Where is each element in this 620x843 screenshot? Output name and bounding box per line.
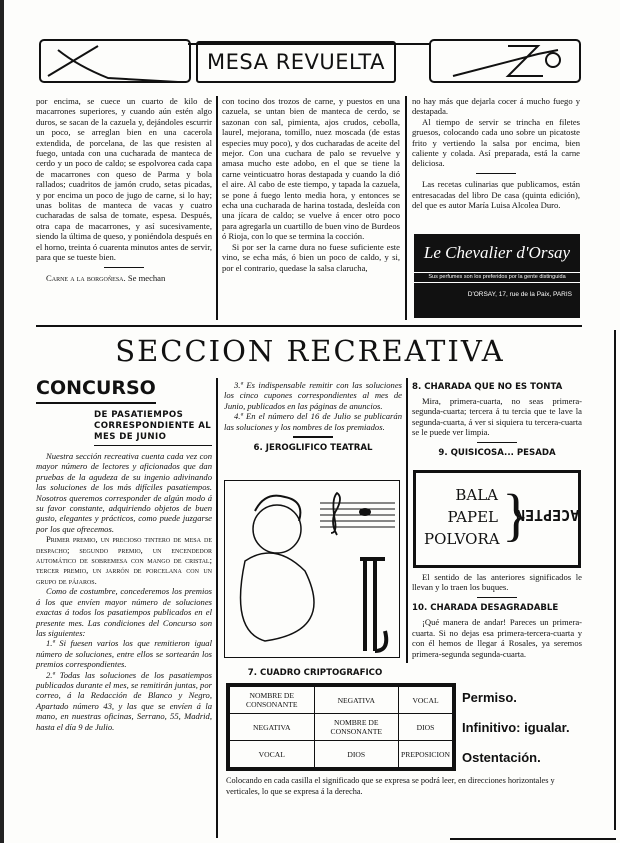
concurso-title: CONCURSO	[36, 376, 156, 404]
concurso-column	[36, 408, 212, 732]
word: BALA	[455, 486, 498, 504]
recipe-heading	[36, 273, 212, 283]
perfume-advertisement	[414, 234, 580, 318]
rotated-word: ACEPTEN	[516, 506, 580, 524]
recipe-column-1	[36, 96, 212, 283]
ad-tagline: Sus perfumes son los preferidos por la gente distinguida	[414, 272, 580, 283]
header-title: MESA REVUELTA	[196, 41, 396, 83]
puzzle-9-text: El sentido de las anteriores significados le llevan y lo traen los buques.	[412, 572, 582, 593]
ad-address: D'ORSAY, 17, rue de la Paix, PARIS	[467, 291, 572, 298]
recipe-paragraph: con tocino dos trozos de carne, y puestos en una cazuela, se untan bien de manteca de cerdo, se sazonan con sal, pimienta, ajos crudos, cebolla, laurel, mejorana, tomillo, nuez moscada (de estas especies muy poco), y dos cucharadas de aceite del mejor. Con una cuchara de palo se revuelve y amasa mucho este adobo, en el que se tiene la carne veinticuatro horas destapada y cuando la dió el aire. Al cabo de este tiempo, y tapada la cazuela, se pone á fuego lento media hora, y entonces se echa una cucharada de harina tostada, desleída con una jícara de caldo; se vuelve á encer otro poco para agregarla un cuartillo de buen vino de Burdeos ó Rioja, con lo que se termina la cocción.	[222, 96, 401, 242]
word: PAPEL	[447, 508, 498, 526]
hieroglyph-illustration	[224, 480, 400, 658]
recipe-paragraph: no hay más que dejarla cocer á mucho fuego y destapada.	[412, 96, 580, 117]
grid-row	[228, 714, 454, 741]
scan-edge	[0, 0, 4, 843]
grid-cell: VOCAL	[399, 685, 454, 714]
divider	[477, 597, 517, 599]
ad-brand: Le Chevalier d'Orsay	[423, 243, 571, 262]
puzzle-6-title: 6. JEROGLIFICO TEATRAL	[253, 442, 373, 453]
recipe-title: Carne a la borgoñesa.	[46, 273, 126, 283]
recipe-start: Se mechan	[127, 273, 166, 283]
grid-cell: NOMBRE DE CONSONANTE	[314, 714, 399, 741]
grid-row	[228, 741, 454, 770]
recipe-paragraph: por encima, se cuece un cuarto de kilo de macarrones superiores, y cuando aún estén algo duros, se sacan de la cazuela y, dejándoles escurrir un poco, se arreglan bien en una cacerola extendida, de porcelana, de las que resisten al fuego, untada con una cucharada de manteca de cerdo y un poco de caldo; se espolvorea cada capa de macarrones con queso de Parma y bola rallados; cuadritos de jamón crudo, setas picadas, y por encima un poco de jugo de carne, si lo hay; unas bolitas de manteca de vacas y cuatro cucharadas de salsa de tomate, espesa. Después, otra capa de macarrones, y así sucesivamente, siendo la última de queso, y poniéndola después en el horno, treinta ó cuarenta minutos antes de servir, para que se tueste bien.	[36, 96, 212, 263]
recipe-column-3	[412, 96, 580, 211]
quisicosa-words	[424, 484, 498, 550]
puzzle-10-text: ¡Qué manera de andar! Pareces un primera-cuarta. Si no dejas esa primera-tercera-cuarta y con él hemos de llegar á Rosales, ya seremos primera-segunda segunda-cuarta.	[412, 617, 582, 659]
puzzle-8-text: Mira, primera-cuarta, no seas primera-segunda-cuarta; tercera á tu tercia que te lave la segunda-cuarta, á ver si siquiera tu tercera-cuarta se le puede ver limpia.	[412, 396, 582, 438]
grid-cell: PREPOSICION	[399, 741, 454, 770]
section-title: SECCION RECREATIVA	[115, 334, 505, 368]
source-note: Las recetas culinarias que publicamos, están entresacadas del libro De casa (quinta edición), del que es autor María Luisa Alcolea Duro.	[412, 179, 580, 211]
column-rule	[216, 96, 218, 320]
recipe-paragraph: Si por ser la carne dura no fuese suficiente este vino, se echa más, ó bien un poco de caldo, y si, por el contrario, quedase la salsa clarucha,	[222, 241, 400, 273]
word: POLVORA	[424, 530, 500, 548]
recipe-paragraph: Al tiempo de servir se trincha en filetes gruesos, colocando cada uno sobre un picatoste frito y vertiendo la salsa por encima, bien caliente y colada. Así preparada, está la carne deliciosa.	[412, 116, 580, 169]
grid-cell: DIOS	[314, 741, 399, 770]
recipe-column-2	[222, 96, 400, 273]
grid-cell: NOMBRE DE CONSONANTE	[228, 685, 314, 714]
puzzle-8-title: 8. CHARADA QUE NO ES TONTA	[412, 382, 563, 392]
brace-icon: }	[502, 482, 530, 547]
puzzle-7-title: 7. CUADRO CRIPTOGRAFICO	[247, 668, 383, 678]
section-rule	[36, 325, 582, 327]
divider	[476, 173, 516, 175]
rules-continued	[224, 380, 402, 457]
column-rule	[405, 96, 407, 320]
definition: Ostentación.	[462, 750, 541, 765]
concurso-intro: Nuestra sección recreativa cuenta cada vez con mayor número de lectores y aficionados que dan pruebas de la agudeza de su ingenio adivinando las soluciones de los más difíciles pasatiempos. Nosotros queremos corresponder de algún modo á su favor constante, adquiriendo objetos de buen gusto, elegantes y prácticos, como puede juzgarse por los que ofrecemos.	[36, 451, 212, 534]
quisicosa-box	[413, 470, 581, 568]
concurso-rule: 3.ª Es indispensable remitir con las soluciones los cinco cupones correspondientes al mes de Junio, publicados en las páginas de anuncios.	[224, 380, 402, 411]
concurso-rule: 1.ª Si fuesen varios los que remitieron igual número de soluciones, entre ellos se sortearán los premios correspondientes.	[36, 638, 212, 670]
definition: Permiso.	[462, 690, 517, 705]
cryptographic-grid	[226, 683, 456, 771]
concurso-rule: 4.ª En el número del 16 de Julio se publicarán las soluciones y los nombres de los premiados.	[224, 411, 402, 432]
puzzle-10-title: 10. CHARADA DESAGRADABLE	[412, 603, 559, 614]
column-rule	[216, 378, 218, 838]
grid-cell: VOCAL	[228, 741, 314, 770]
divider	[293, 436, 333, 438]
grid-cell: NEGATIVA	[228, 714, 314, 741]
column-rule	[406, 378, 408, 663]
puzzles-column	[412, 380, 582, 462]
grid-cell: DIOS	[399, 714, 454, 741]
divider	[104, 267, 144, 269]
definition: Infinitivo: igualar.	[462, 720, 570, 735]
grid-row	[228, 685, 454, 714]
puzzle-9-title: 9. QUISICOSA... PESADA	[438, 448, 556, 459]
puzzles-column-lower	[412, 572, 582, 659]
divider	[477, 442, 517, 444]
concurso-subtitle: DE PASATIEMPOS CORRESPONDIENTE AL MES DE JUNIO	[94, 408, 212, 446]
page-edge-rule	[614, 330, 616, 830]
bottom-rule	[450, 838, 616, 840]
concurso-prizes: Primer premio, un precioso tintero de mesa de despacho; segundo premio, un encendedor automático de sobremesa con mango de cristal; tercer premio, un jarrón de porcelana con un grupo de pájaros.	[36, 534, 212, 586]
concurso-rule: 2.ª Todas las soluciones de los pasatiempos publicados durante el mes, se remitirán juntas, por correo, á la Redacción de Blanco y Negro, Apartado número 43, y las que se envíen á la mano, en nuestras oficinas, Serrano, 55, Madrid, hasta el día 9 de Julio.	[36, 669, 212, 732]
girl-and-music-drawing	[225, 481, 399, 657]
puzzle-7-caption: Colocando en cada casilla el significado que se expresa se podrá leer, en direcciones horizontales y verticales, lo que se expresa á la derecha.	[226, 776, 555, 796]
concurso-custom: Como de costumbre, concederemos los premios á los que envíen mayor número de soluciones exactas á todos los pasatiempos publicados en el presente mes. Las condiciones del Concurso son las siguientes:	[36, 586, 212, 638]
grid-cell: NEGATIVA	[314, 685, 399, 714]
